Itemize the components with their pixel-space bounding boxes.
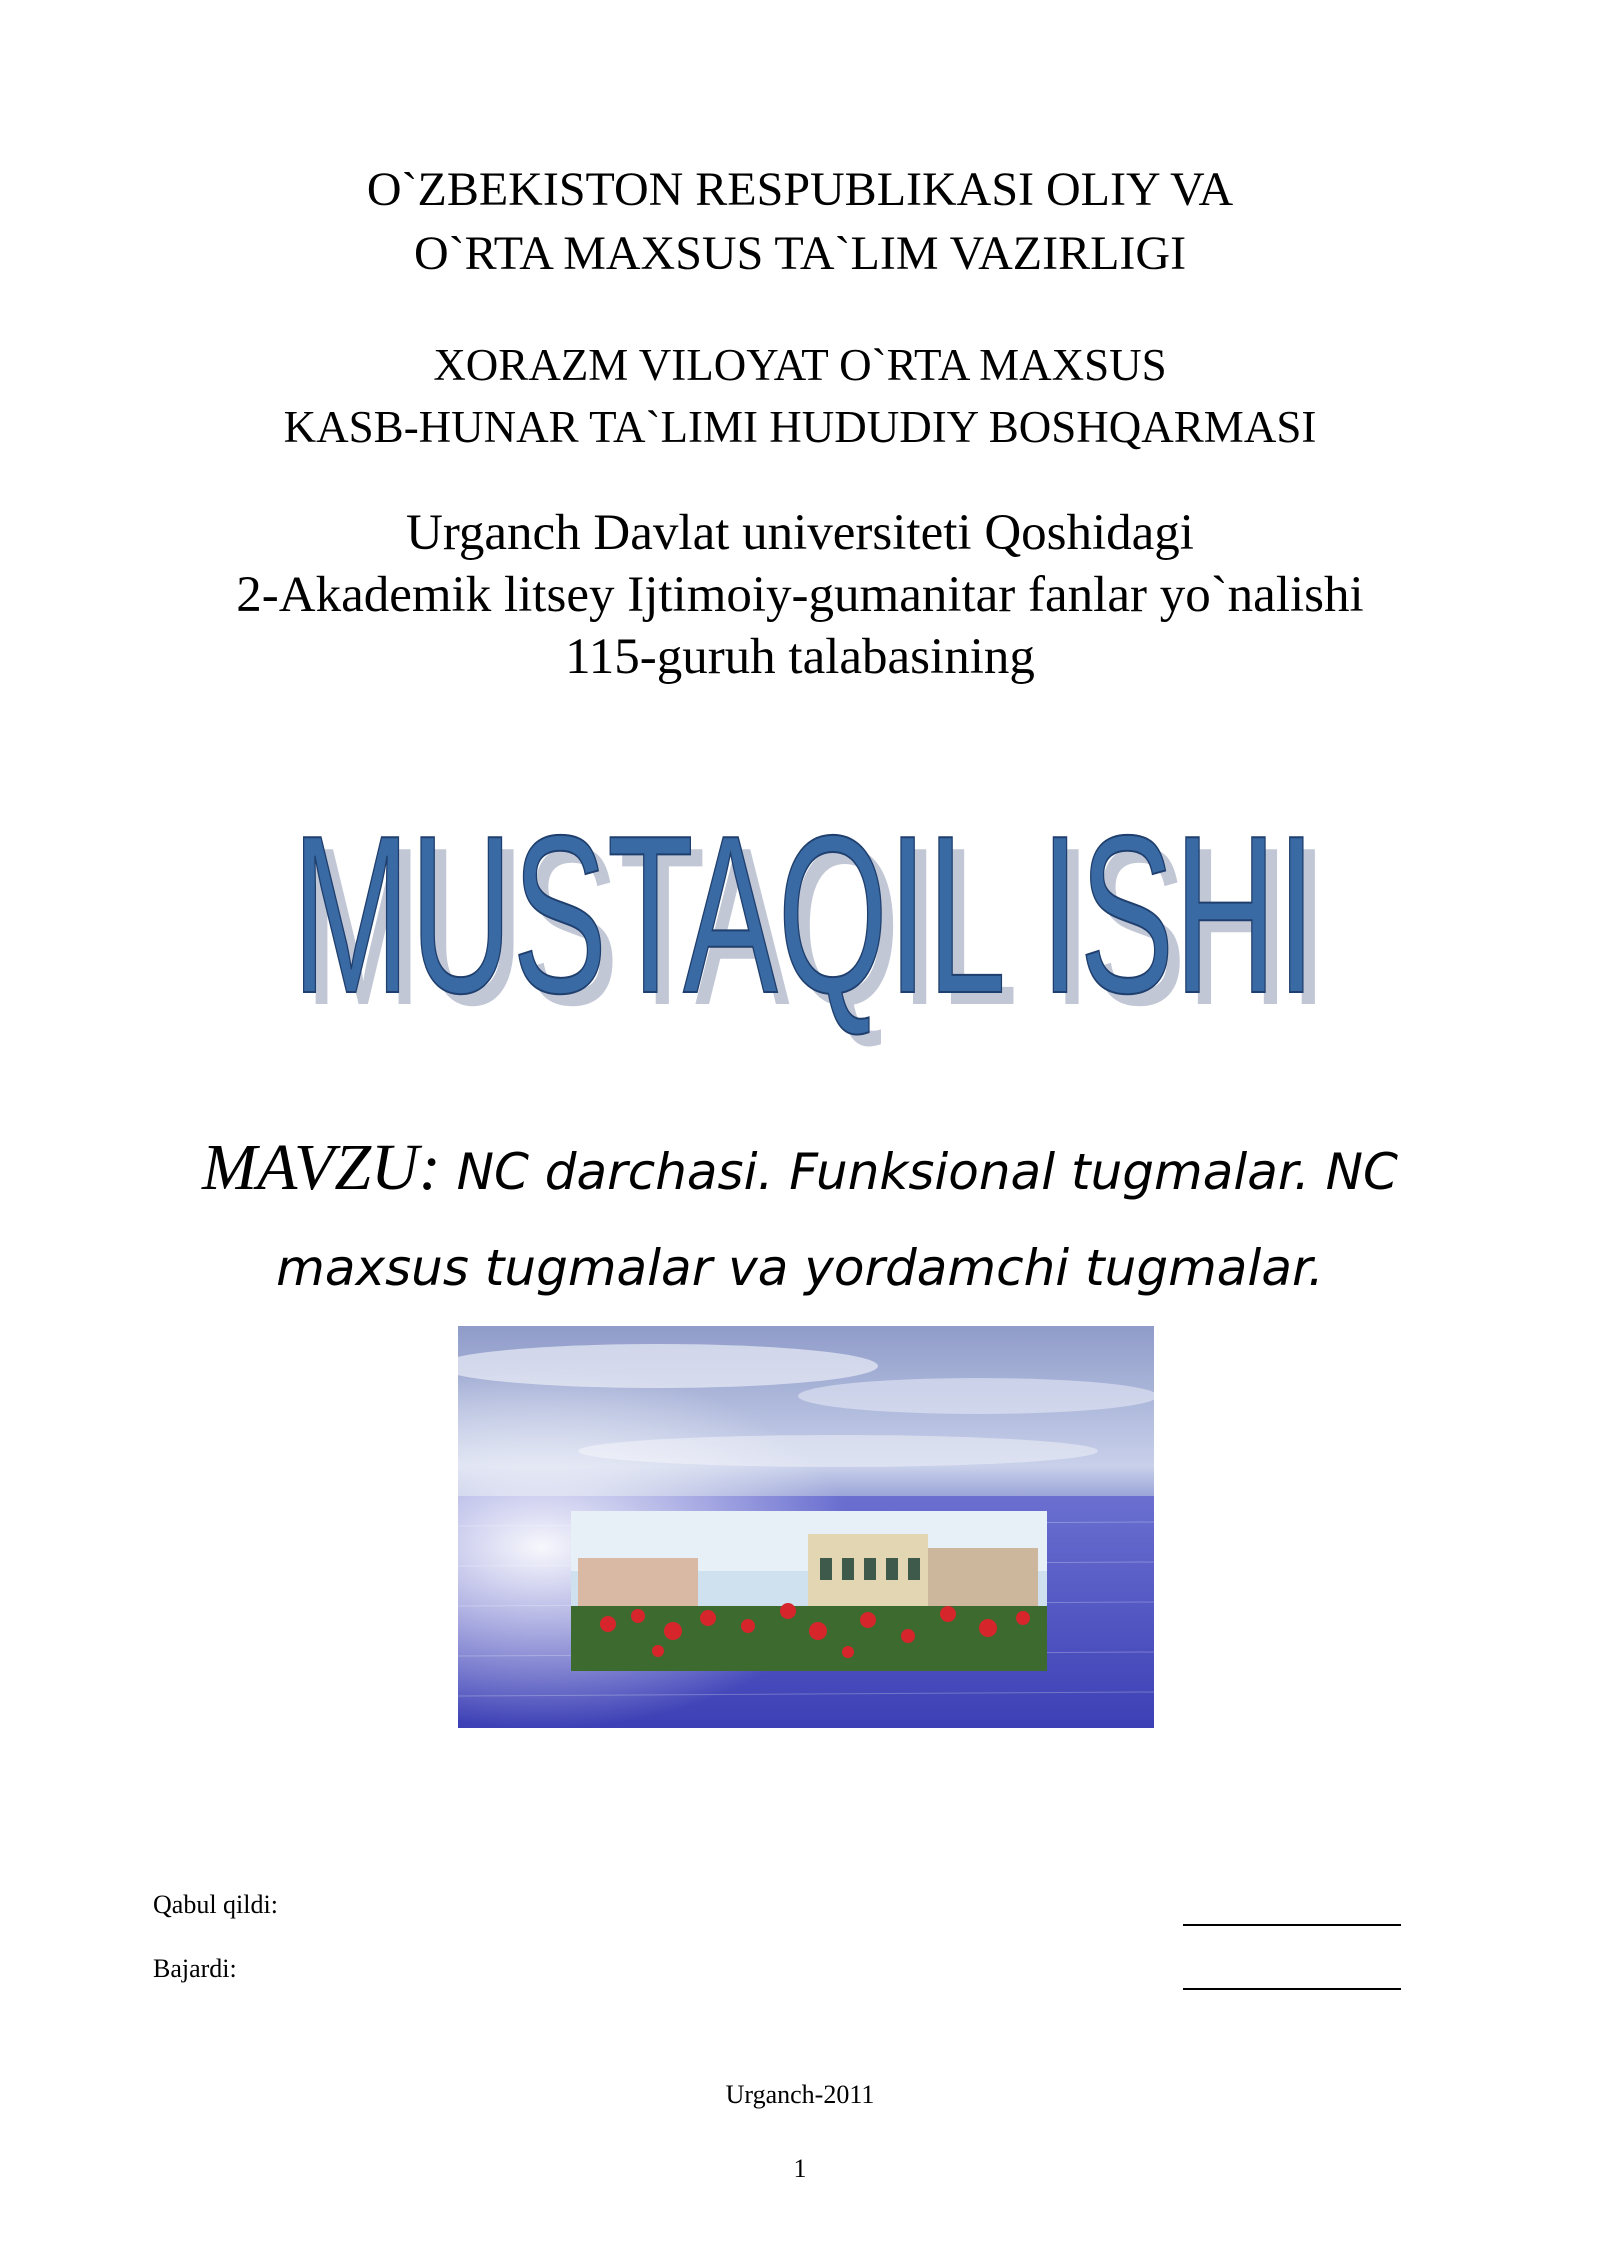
ministry-line-1: O`ZBEKISTON RESPUBLIKASI OLIY VA	[366, 163, 1234, 216]
done-by-row	[153, 1954, 1401, 1994]
college-building-over-sea-icon	[458, 1326, 1154, 1728]
received-by-signature-line	[1183, 1924, 1401, 1926]
school-line-3: 115-guruh talabasining	[565, 629, 1035, 685]
document-title-shadow: MUSTAQIL ISHI	[304, 800, 1328, 1052]
page-number: 1	[793, 2154, 807, 2183]
school-line-1: Urganch Davlat universiteti Qoshidagi	[406, 505, 1194, 561]
received-by-row	[153, 1890, 1401, 1930]
done-by-label: Bajardi:	[153, 1954, 237, 1983]
city-year: Urganch-2011	[725, 2080, 875, 2109]
ministry-heading	[0, 158, 1600, 286]
region-line-2: KASB-HUNAR TA`LIMI HUDUDIY BOSHQARMASI	[283, 402, 1317, 452]
ministry-line-2: O`RTA MAXSUS TA`LIM VAZIRLIGI	[413, 227, 1187, 280]
document-title: MUSTAQIL ISHI	[292, 800, 1316, 1040]
document-title-wordart	[280, 800, 1340, 1070]
school-heading	[0, 502, 1600, 688]
topic-line-2: maxsus tugmalar va yordamchi tugmalar.	[276, 1239, 1324, 1297]
topic-line-1: NC darchasi. Funksional tugmalar. NC	[440, 1143, 1398, 1201]
topic-label: MAVZU:	[202, 1131, 441, 1204]
received-by-label: Qabul qildi:	[153, 1890, 278, 1919]
topic-block	[200, 1120, 1400, 1316]
region-heading	[0, 334, 1600, 458]
school-line-2: 2-Akademik litsey Ijtimoiy-gumanitar fanlar yo`nalishi	[236, 567, 1364, 623]
done-by-signature-line	[1183, 1988, 1401, 1990]
region-line-1: XORAZM VILOYAT O`RTA MAXSUS	[433, 340, 1167, 390]
